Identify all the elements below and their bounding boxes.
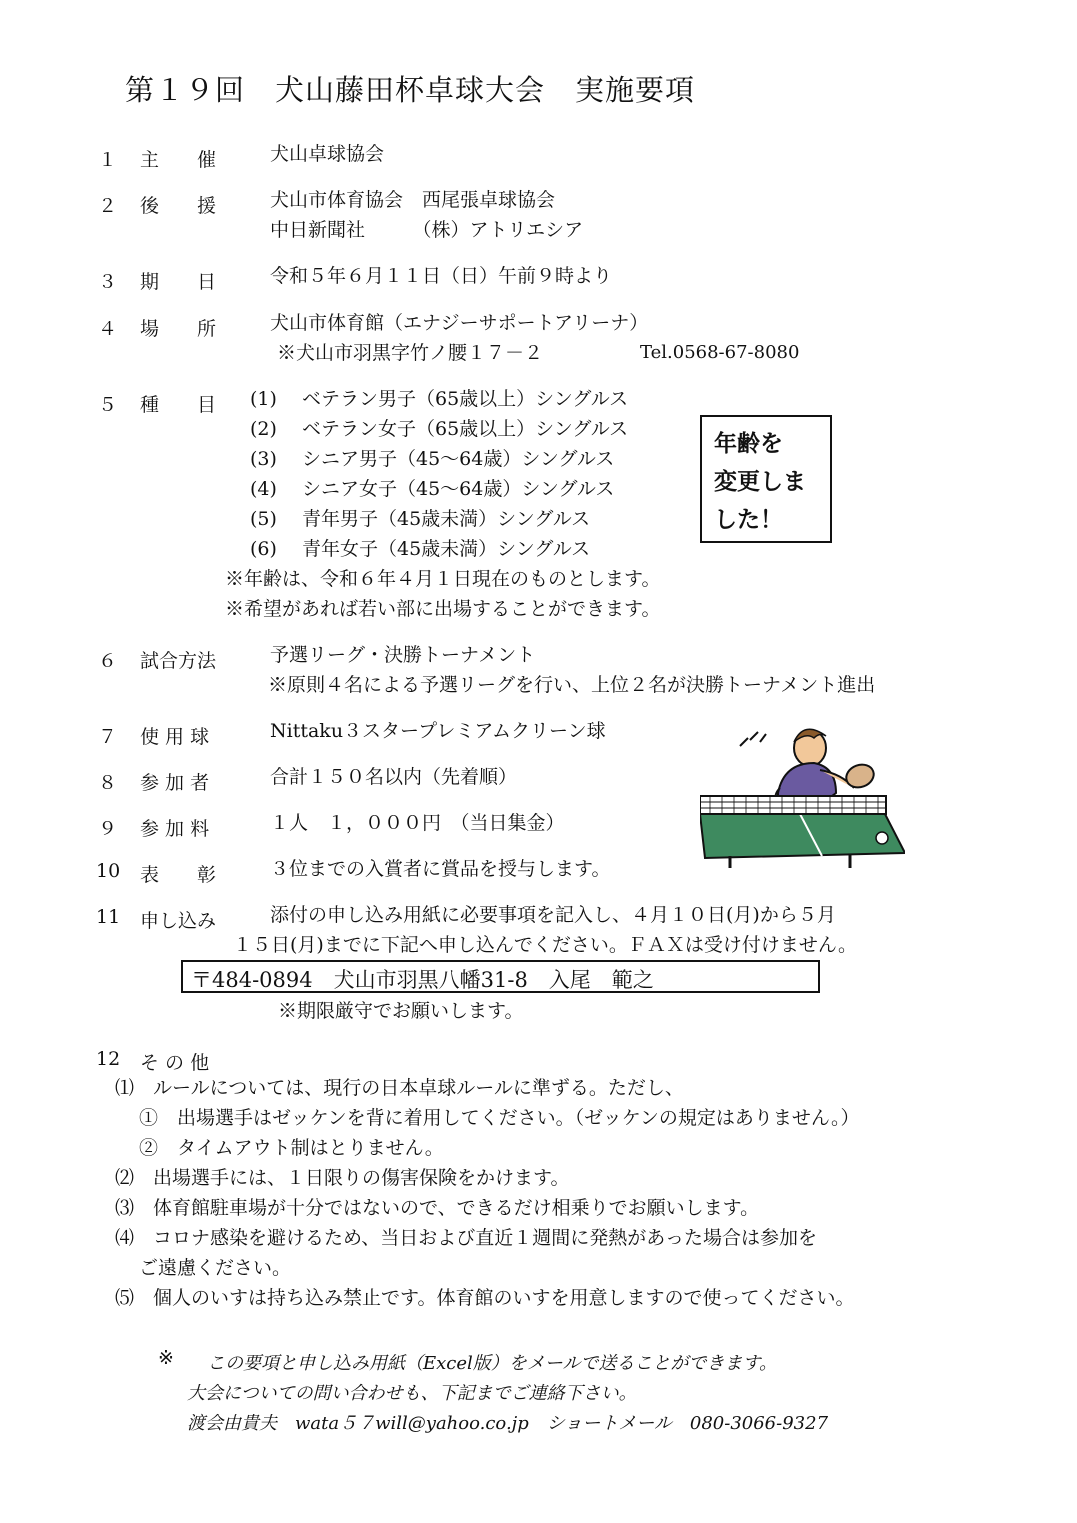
section-6-label: 試合方法 xyxy=(140,650,217,672)
section-2-label: 後 援 xyxy=(140,195,217,217)
sponsor-line-1: 犬山市体育協会 西尾張卓球協会 xyxy=(270,189,556,211)
table-tennis-player-illustration xyxy=(700,718,905,868)
section-4-number: ４ xyxy=(98,318,118,340)
footer-line-1: この要項と申し込み用紙（Excel版）をメールで送ることができます。 xyxy=(207,1353,777,1374)
event-number: (2) xyxy=(250,418,277,440)
section-11-label: 申し込み xyxy=(140,910,217,932)
section-7-label: 使 用 球 xyxy=(140,726,210,748)
section-5-number: ５ xyxy=(98,394,118,416)
age-change-notice xyxy=(700,415,832,543)
other-item: ⑴ ルールについては、現行の日本卓球ルールに準ずる。ただし、 xyxy=(115,1077,684,1099)
younger-division-note: ※希望があれば若い部に出場することができます。 xyxy=(225,598,661,620)
section-9-label: 参 加 料 xyxy=(140,818,210,840)
age-change-notice-line: 年齢を xyxy=(714,431,783,457)
venue-address: ※犬山市羽黒字竹ノ腰１７－２ xyxy=(277,342,544,364)
application-line-1: 添付の申し込み用紙に必要事項を記入し、４月１０日(月)から５月 xyxy=(270,904,836,926)
ball-type: Nittaku３スタープレミアムクリーン球 xyxy=(270,720,606,742)
event-number: (5) xyxy=(250,508,277,530)
other-item: ⑵ 出場選手には、１日限りの傷害保険をかけます。 xyxy=(115,1167,570,1189)
section-5-label: 種 目 xyxy=(140,394,217,416)
age-change-notice-line: した！ xyxy=(714,507,783,533)
event-item: シニア男子（45～64歳）シングルス xyxy=(302,448,615,470)
application-line-2: １５日(月)までに下記へ申し込んでください。ＦＡＸは受け付けません。 xyxy=(233,934,857,956)
awards: ３位までの入賞者に賞品を授与します。 xyxy=(270,858,611,880)
other-item: ② タイムアウト制はとりません。 xyxy=(139,1137,444,1159)
event-number: (4) xyxy=(250,478,277,500)
age-note: ※年齢は、令和６年４月１日現在のものとします。 xyxy=(225,568,661,590)
page-title: 第１９回 犬山藤田杯卓球大会 実施要項 xyxy=(125,73,696,107)
match-format: 予選リーグ・決勝トーナメント xyxy=(270,644,536,666)
section-10-number: 10 xyxy=(96,860,121,882)
event-item: ベテラン女子（65歳以上）シングルス xyxy=(302,418,629,440)
other-item: ⑸ 個人のいすは持ち込み禁止です。体育館のいすを用意しますので使ってください。 xyxy=(115,1287,855,1309)
section-8-label: 参 加 者 xyxy=(140,772,210,794)
event-date: 令和５年６月１１日（日）午前９時より xyxy=(270,265,613,287)
section-9-number: ９ xyxy=(98,818,118,840)
entry-fee: １人 １，０００円 （当日集金） xyxy=(270,812,565,834)
contact-info: 渡会由貴夫 wata５７will@yahoo.co.jp ショートメール 080-3066-9327 xyxy=(187,1413,829,1434)
event-item: 青年男子（45歳未満）シングルス xyxy=(302,508,591,530)
section-11-number: 11 xyxy=(96,906,121,928)
venue-name: 犬山市体育館（エナジーサポートアリーナ） xyxy=(270,312,649,334)
participant-limit: 合計１５０名以内（先着順） xyxy=(270,766,518,788)
section-2-number: ２ xyxy=(98,195,118,217)
event-item: シニア女子（45～64歳）シングルス xyxy=(302,478,615,500)
section-8-number: ８ xyxy=(98,772,118,794)
event-item: ベテラン男子（65歳以上）シングルス xyxy=(302,388,629,410)
event-number: (3) xyxy=(250,448,277,470)
event-number: (6) xyxy=(250,538,277,560)
section-3-number: ３ xyxy=(98,271,118,293)
deadline-note: ※期限厳守でお願いします。 xyxy=(278,1000,524,1022)
event-number: (1) xyxy=(250,388,277,410)
other-item: ⑶ 体育館駐車場が十分ではないので、できるだけ相乗りでお願いします。 xyxy=(115,1197,760,1219)
other-item: ① 出場選手はゼッケンを背に着用してください。（ゼッケンの規定はありません。） xyxy=(139,1107,860,1129)
section-1-label: 主 催 xyxy=(140,149,217,171)
footer-line-2: 大会についての問い合わせも、下記までご連絡下さい。 xyxy=(187,1383,637,1404)
venue-phone: Tel.0568-67-8080 xyxy=(640,342,800,363)
organizer: 犬山卓球協会 xyxy=(270,143,385,165)
footer-mark: ※ xyxy=(158,1347,174,1369)
section-6-number: ６ xyxy=(98,650,118,672)
section-12-label: そ の 他 xyxy=(140,1052,210,1074)
age-change-notice-line: 変更しま xyxy=(714,469,806,495)
section-7-number: ７ xyxy=(98,726,118,748)
section-4-label: 場 所 xyxy=(140,318,217,340)
other-item: ご遠慮ください。 xyxy=(139,1257,292,1279)
section-12-number: 12 xyxy=(96,1048,121,1070)
event-item: 青年女子（45歳未満）シングルス xyxy=(302,538,591,560)
other-item: ⑷ コロナ感染を避けるため、当日および直近１週間に発熱があった場合は参加を xyxy=(115,1227,818,1249)
section-1-number: １ xyxy=(98,149,118,171)
application-address: 〒484-0894 犬山市羽黒八幡31-8 入尾 範之 xyxy=(181,960,820,993)
match-format-note: ※原則４名による予選リーグを行い、上位２名が決勝トーナメント進出 xyxy=(268,674,876,696)
sponsor-line-2: 中日新聞社 （株）アトリエシア xyxy=(270,219,584,241)
section-10-label: 表 彰 xyxy=(140,864,217,886)
section-3-label: 期 日 xyxy=(140,271,217,293)
